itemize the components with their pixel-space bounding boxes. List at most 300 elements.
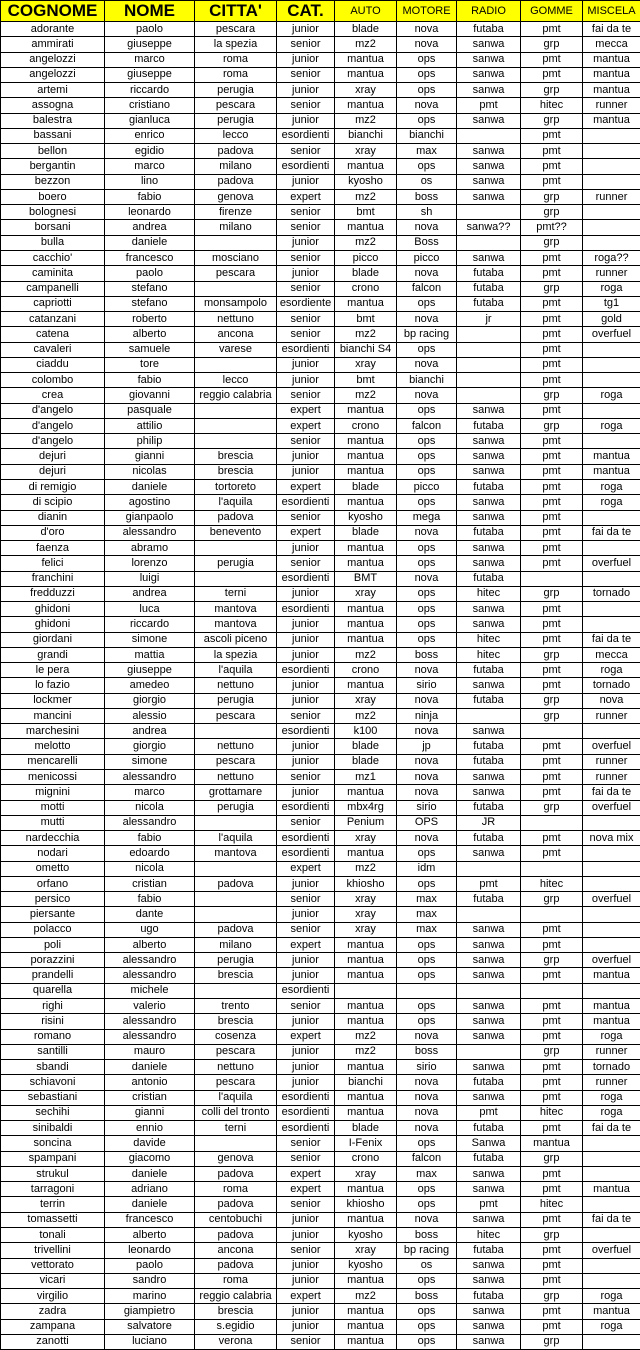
table-row <box>1 342 640 357</box>
cell-nome: luigi <box>105 571 195 586</box>
cell-cognome: ciaddu <box>1 357 105 372</box>
cell-gomme: pmt <box>521 1243 583 1258</box>
cell-nome: alessandro <box>105 1029 195 1044</box>
cell-motore: nova <box>397 388 457 403</box>
cell-citta: perugia <box>195 113 277 128</box>
cell-cat: junior <box>277 174 335 189</box>
cell-cat: senior <box>277 327 335 342</box>
table-row <box>1 632 640 647</box>
cell-cognome: ghidoni <box>1 602 105 617</box>
cell-citta: padova <box>195 144 277 159</box>
table-row <box>1 922 640 937</box>
cell-gomme: pmt <box>521 739 583 754</box>
cell-auto: mantua <box>335 1060 397 1075</box>
cell-auto: Penium <box>335 815 397 830</box>
cell-motore: ops <box>397 968 457 983</box>
cell-nome: lorenzo <box>105 556 195 571</box>
cell-cat: senior <box>277 922 335 937</box>
cell-motore: mega <box>397 510 457 525</box>
cell-radio: futaba <box>457 281 521 296</box>
cell-nome: riccardo <box>105 83 195 98</box>
table-row <box>1 831 640 846</box>
cell-cat: junior <box>277 739 335 754</box>
cell-cognome: zampana <box>1 1319 105 1334</box>
cell-motore: sirio <box>397 800 457 815</box>
cell-miscela: overfuel <box>583 1243 640 1258</box>
cell-nome: alberto <box>105 327 195 342</box>
cell-auto: blade <box>335 525 397 540</box>
cell-radio: futaba <box>457 739 521 754</box>
cell-citta: verona <box>195 1334 277 1349</box>
cell-cognome: dejuri <box>1 464 105 479</box>
cell-auto: bmt <box>335 205 397 220</box>
table-row <box>1 815 640 830</box>
cell-auto: kyosho <box>335 510 397 525</box>
cell-citta: benevento <box>195 525 277 540</box>
cell-cognome: motti <box>1 800 105 815</box>
cell-motore: boss <box>397 1289 457 1304</box>
cell-auto: xray <box>335 357 397 372</box>
cell-auto: mantua <box>335 67 397 82</box>
cell-auto: mantua <box>335 785 397 800</box>
cell-cognome: mancini <box>1 708 105 723</box>
cell-nome: leonardo <box>105 1243 195 1258</box>
cell-radio <box>457 357 521 372</box>
cell-motore: nova <box>397 785 457 800</box>
cell-citta: tortoreto <box>195 479 277 494</box>
cell-auto: xray <box>335 831 397 846</box>
cell-cat: esordienti <box>277 495 335 510</box>
cell-motore: nova <box>397 1090 457 1105</box>
cell-miscela: roga <box>583 1029 640 1044</box>
cell-nome: giorgio <box>105 693 195 708</box>
cell-gomme: grp <box>521 37 583 52</box>
table-row <box>1 1060 640 1075</box>
cell-miscela: roga <box>583 388 640 403</box>
cell-nome: giuseppe <box>105 67 195 82</box>
cell-nome: davide <box>105 1136 195 1151</box>
cell-motore: ops <box>397 159 457 174</box>
column-header-auto: AUTO <box>335 1 397 22</box>
cell-auto: mantua <box>335 617 397 632</box>
cell-miscela <box>583 922 640 937</box>
cell-cognome: mutti <box>1 815 105 830</box>
cell-cat: expert <box>277 1166 335 1181</box>
cell-radio: sanwa <box>457 37 521 52</box>
cell-gomme: pmt <box>521 556 583 571</box>
cell-gomme: grp <box>521 1289 583 1304</box>
cell-motore: ops <box>397 876 457 891</box>
cell-cognome: ammirati <box>1 37 105 52</box>
cell-citta: reggio calabria <box>195 388 277 403</box>
cell-citta <box>195 1136 277 1151</box>
cell-radio: futaba <box>457 1151 521 1166</box>
table-body <box>1 22 640 1350</box>
cell-nome: daniele <box>105 479 195 494</box>
cell-nome: antonio <box>105 1075 195 1090</box>
cell-nome: giovanni <box>105 388 195 403</box>
cell-citta: pescara <box>195 1075 277 1090</box>
cell-miscela: fai da te <box>583 1212 640 1227</box>
cell-citta: padova <box>195 1258 277 1273</box>
cell-miscela: mantua <box>583 67 640 82</box>
cell-auto: bianchi <box>335 1075 397 1090</box>
cell-cat: senior <box>277 999 335 1014</box>
cell-cat: esordienti <box>277 831 335 846</box>
column-header-motore: MOTORE <box>397 1 457 22</box>
cell-auto: mantua <box>335 1182 397 1197</box>
column-header-gomme: GOMME <box>521 1 583 22</box>
cell-nome: fabio <box>105 892 195 907</box>
cell-motore: boss <box>397 647 457 662</box>
cell-cognome: spampani <box>1 1151 105 1166</box>
cell-miscela: mecca <box>583 647 640 662</box>
cell-gomme: pmt <box>521 1166 583 1181</box>
cell-auto: blade <box>335 479 397 494</box>
cell-cat: esordienti <box>277 1121 335 1136</box>
cell-citta <box>195 892 277 907</box>
cell-cognome: ghidoni <box>1 617 105 632</box>
cell-miscela: fai da te <box>583 632 640 647</box>
cell-gomme: grp <box>521 693 583 708</box>
cell-gomme: pmt <box>521 250 583 265</box>
cell-gomme: pmt <box>521 770 583 785</box>
cell-gomme: pmt <box>521 128 583 143</box>
cell-miscela: overfuel <box>583 739 640 754</box>
table-row <box>1 892 640 907</box>
cell-motore <box>397 983 457 998</box>
cell-cognome: angelozzi <box>1 52 105 67</box>
cell-auto: xray <box>335 907 397 922</box>
cell-cat: junior <box>277 235 335 250</box>
cell-cognome: mencarelli <box>1 754 105 769</box>
cell-nome: daniele <box>105 235 195 250</box>
cell-nome: salvatore <box>105 1319 195 1334</box>
cell-motore: jp <box>397 739 457 754</box>
cell-gomme: pmt <box>521 510 583 525</box>
column-header-cognome: COGNOME <box>1 1 105 22</box>
table-row <box>1 312 640 327</box>
cell-miscela <box>583 373 640 388</box>
cell-radio: futaba <box>457 892 521 907</box>
cell-cat: senior <box>277 1197 335 1212</box>
cell-cognome: marchesini <box>1 724 105 739</box>
table-row <box>1 373 640 388</box>
cell-cognome: romano <box>1 1029 105 1044</box>
cell-motore: max <box>397 907 457 922</box>
cell-cognome: catena <box>1 327 105 342</box>
table-row <box>1 418 640 433</box>
cell-radio: sanwa <box>457 1166 521 1181</box>
table-row <box>1 1182 640 1197</box>
cell-radio: sanwa <box>457 1319 521 1334</box>
table-row <box>1 189 640 204</box>
cell-radio: sanwa <box>457 144 521 159</box>
cell-nome: stefano <box>105 296 195 311</box>
cell-cognome: poli <box>1 937 105 952</box>
cell-gomme: pmt <box>521 449 583 464</box>
cell-auto: bianchi <box>335 128 397 143</box>
cell-motore: ops <box>397 632 457 647</box>
cell-nome: attilio <box>105 418 195 433</box>
cell-gomme: pmt <box>521 1304 583 1319</box>
cell-motore: boss <box>397 1044 457 1059</box>
cell-nome: tore <box>105 357 195 372</box>
cell-gomme: grp <box>521 1151 583 1166</box>
cell-auto: mz2 <box>335 1044 397 1059</box>
cell-nome: leonardo <box>105 205 195 220</box>
cell-motore: ops <box>397 846 457 861</box>
cell-nome: giampietro <box>105 1304 195 1319</box>
cell-gomme: pmt <box>521 999 583 1014</box>
cell-radio: jr <box>457 312 521 327</box>
cell-motore: falcon <box>397 1151 457 1166</box>
cell-gomme: pmt <box>521 1014 583 1029</box>
cell-miscela <box>583 1197 640 1212</box>
cell-citta: padova <box>195 922 277 937</box>
cell-motore: nova <box>397 98 457 113</box>
cell-nome: fabio <box>105 189 195 204</box>
cell-auto: mantua <box>335 464 397 479</box>
cell-radio: sanwa <box>457 770 521 785</box>
cell-nome: marco <box>105 52 195 67</box>
cell-cat: junior <box>277 632 335 647</box>
cell-motore: os <box>397 174 457 189</box>
cell-citta: ancona <box>195 327 277 342</box>
cell-citta: milano <box>195 937 277 952</box>
cell-citta <box>195 983 277 998</box>
cell-citta: brescia <box>195 1304 277 1319</box>
cell-motore: picco <box>397 250 457 265</box>
cell-motore: ops <box>397 556 457 571</box>
cell-cat: expert <box>277 403 335 418</box>
cell-gomme <box>521 815 583 830</box>
cell-citta: mantova <box>195 846 277 861</box>
cell-citta: brescia <box>195 968 277 983</box>
cell-miscela <box>583 434 640 449</box>
cell-nome: andrea <box>105 724 195 739</box>
cell-motore: ops <box>397 1197 457 1212</box>
table-row <box>1 449 640 464</box>
cell-cat: expert <box>277 937 335 952</box>
cell-gomme: pmt <box>521 464 583 479</box>
cell-motore: nova <box>397 1212 457 1227</box>
cell-motore: ops <box>397 937 457 952</box>
cell-cat: junior <box>277 1273 335 1288</box>
cell-gomme <box>521 571 583 586</box>
table-row <box>1 495 640 510</box>
table-row <box>1 67 640 82</box>
cell-gomme: grp <box>521 189 583 204</box>
cell-citta: l'aquila <box>195 1090 277 1105</box>
table-row <box>1 1258 640 1273</box>
cell-cat: junior <box>277 1014 335 1029</box>
cell-radio: pmt <box>457 1105 521 1120</box>
cell-nome: fabio <box>105 831 195 846</box>
cell-citta: s.egidio <box>195 1319 277 1334</box>
cell-radio: sanwa <box>457 846 521 861</box>
cell-radio <box>457 388 521 403</box>
table-row <box>1 266 640 281</box>
cell-cat: junior <box>277 785 335 800</box>
cell-gomme: grp <box>521 388 583 403</box>
cell-cognome: bergantin <box>1 159 105 174</box>
cell-citta: padova <box>195 1166 277 1181</box>
cell-gomme: hitec <box>521 1197 583 1212</box>
cell-gomme: pmt <box>521 357 583 372</box>
cell-auto: mantua <box>335 846 397 861</box>
cell-radio: sanwa <box>457 403 521 418</box>
cell-cat: junior <box>277 754 335 769</box>
cell-motore: nova <box>397 724 457 739</box>
table-row <box>1 556 640 571</box>
cell-radio: sanwa <box>457 953 521 968</box>
cell-cognome: crea <box>1 388 105 403</box>
cell-motore: nova <box>397 693 457 708</box>
cell-cognome: righi <box>1 999 105 1014</box>
cell-miscela: fai da te <box>583 22 640 37</box>
cell-nome: amedeo <box>105 678 195 693</box>
cell-motore: ops <box>397 1334 457 1349</box>
cell-citta <box>195 403 277 418</box>
table-row <box>1 1273 640 1288</box>
cell-cat: senior <box>277 708 335 723</box>
cell-radio: futaba <box>457 418 521 433</box>
cell-cat: senior <box>277 1334 335 1349</box>
cell-auto: mz2 <box>335 861 397 876</box>
cell-citta: terni <box>195 586 277 601</box>
cell-auto: xray <box>335 586 397 601</box>
cell-miscela: tornado <box>583 586 640 601</box>
cell-auto <box>335 983 397 998</box>
cell-miscela: mantua <box>583 449 640 464</box>
cell-gomme: pmt <box>521 373 583 388</box>
cell-cat: esordienti <box>277 663 335 678</box>
cell-auto: mantua <box>335 98 397 113</box>
cell-cat: esordienti <box>277 846 335 861</box>
cell-citta: milano <box>195 159 277 174</box>
cell-cat: junior <box>277 907 335 922</box>
cell-citta: perugia <box>195 83 277 98</box>
cell-auto: bmt <box>335 312 397 327</box>
table-row <box>1 1243 640 1258</box>
cell-radio: sanwa <box>457 434 521 449</box>
cell-auto: mz2 <box>335 235 397 250</box>
cell-motore: ops <box>397 464 457 479</box>
table-row <box>1 983 640 998</box>
cell-radio: pmt <box>457 98 521 113</box>
cell-motore: nova <box>397 1105 457 1120</box>
cell-auto: mantua <box>335 1304 397 1319</box>
cell-miscela <box>583 144 640 159</box>
cell-nome: nicolas <box>105 464 195 479</box>
cell-cognome: di remigio <box>1 479 105 494</box>
cell-gomme: grp <box>521 800 583 815</box>
cell-cat: senior <box>277 312 335 327</box>
cell-citta: roma <box>195 52 277 67</box>
table-row <box>1 525 640 540</box>
cell-cognome: sebastiani <box>1 1090 105 1105</box>
cell-cat: esordienti <box>277 159 335 174</box>
cell-motore: nova <box>397 312 457 327</box>
column-header-nome: NOME <box>105 1 195 22</box>
cell-radio: sanwa <box>457 1334 521 1349</box>
cell-gomme: pmt <box>521 67 583 82</box>
cell-motore: ops <box>397 1273 457 1288</box>
cell-gomme: grp <box>521 418 583 433</box>
cell-miscela: runner <box>583 266 640 281</box>
cell-citta: firenze <box>195 205 277 220</box>
cell-radio: sanwa <box>457 1258 521 1273</box>
cell-cognome: persico <box>1 892 105 907</box>
cell-radio: futaba <box>457 693 521 708</box>
cell-gomme: grp <box>521 83 583 98</box>
cell-cognome: le pera <box>1 663 105 678</box>
cell-auto: mantua <box>335 296 397 311</box>
cell-miscela <box>583 724 640 739</box>
cell-nome: fabio <box>105 373 195 388</box>
cell-gomme <box>521 907 583 922</box>
cell-radio: sanwa <box>457 449 521 464</box>
cell-nome: giacomo <box>105 1151 195 1166</box>
cell-cat: senior <box>277 98 335 113</box>
cell-motore: nova <box>397 37 457 52</box>
cell-miscela: roga <box>583 1105 640 1120</box>
cell-radio <box>457 861 521 876</box>
cell-miscela <box>583 571 640 586</box>
cell-auto: mantua <box>335 632 397 647</box>
cell-miscela: mantua <box>583 1014 640 1029</box>
cell-gomme: pmt <box>521 541 583 556</box>
cell-auto: kyosho <box>335 174 397 189</box>
cell-nome: cristiano <box>105 98 195 113</box>
cell-radio <box>457 907 521 922</box>
cell-auto: xray <box>335 144 397 159</box>
cell-motore: nova <box>397 357 457 372</box>
cell-radio: futaba <box>457 479 521 494</box>
column-header-cat: CAT. <box>277 1 335 22</box>
cell-motore: nova <box>397 266 457 281</box>
cell-nome: paolo <box>105 22 195 37</box>
cell-gomme: pmt <box>521 602 583 617</box>
cell-cognome: di scipio <box>1 495 105 510</box>
cell-cognome: mignini <box>1 785 105 800</box>
table-row <box>1 724 640 739</box>
cell-nome: roberto <box>105 312 195 327</box>
cell-auto: picco <box>335 250 397 265</box>
cell-miscela: mantua <box>583 83 640 98</box>
cell-radio: futaba <box>457 296 521 311</box>
cell-cognome: capriotti <box>1 296 105 311</box>
cell-auto: mz2 <box>335 708 397 723</box>
cell-miscela: overfuel <box>583 892 640 907</box>
cell-nome: alessandro <box>105 968 195 983</box>
cell-cognome: menicossi <box>1 770 105 785</box>
table-row <box>1 1044 640 1059</box>
table-row <box>1 128 640 143</box>
cell-radio: futaba <box>457 1121 521 1136</box>
cell-auto: xray <box>335 1166 397 1181</box>
cell-citta: roma <box>195 1273 277 1288</box>
cell-auto: mantua <box>335 968 397 983</box>
table-row <box>1 968 640 983</box>
cell-cat: junior <box>277 876 335 891</box>
cell-citta: nettuno <box>195 312 277 327</box>
cell-cat: expert <box>277 1289 335 1304</box>
cell-cat: esordienti <box>277 1090 335 1105</box>
cell-motore: ops <box>397 1136 457 1151</box>
cell-motore: Boss <box>397 235 457 250</box>
